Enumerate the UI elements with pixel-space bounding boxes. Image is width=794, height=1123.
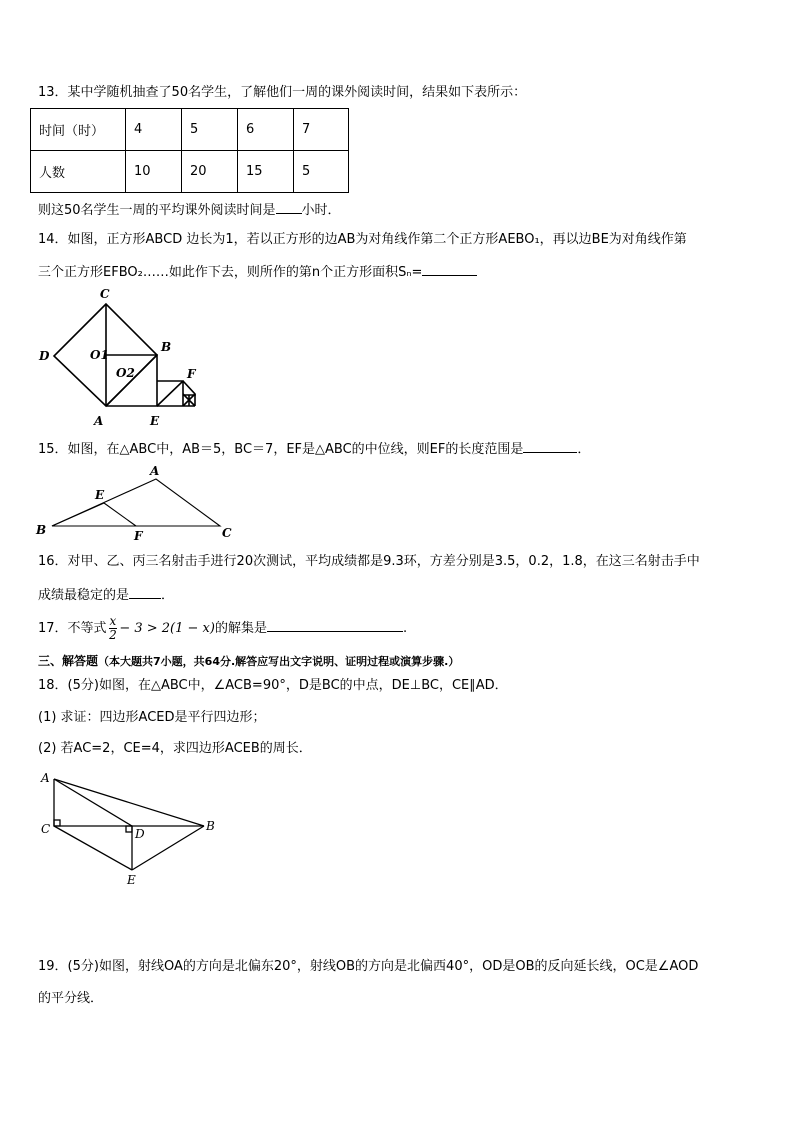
- reading-time-table: [30, 108, 349, 193]
- section-title: 三、解答题: [38, 654, 99, 668]
- table-cell: 7: [294, 109, 349, 151]
- table-header-time: 时间（时）: [31, 109, 126, 151]
- q18-quadrilateral-figure: [30, 766, 230, 888]
- table-cell: 5: [182, 109, 238, 151]
- q19-line2: 的平分线．: [38, 991, 104, 1006]
- q14-line2-prefix: 三个正方形EFBO₂……如此作下去，则所作的第n个正方形面积Sₙ=: [38, 265, 423, 280]
- label-f: F: [134, 529, 143, 543]
- fraction-denominator: 2: [109, 628, 117, 642]
- q19-line1: 19．(5分)如图，射线OA的方向是北偏东20°，射线OB的方向是北偏西40°，OD是OB的反向延长线，OC是∠AOD: [38, 959, 699, 974]
- answer-blank[interactable]: [523, 439, 577, 453]
- q13-stem: 13．某中学随机抽查了50名学生，了解他们一周的课外阅读时间，结果如下表所示：: [38, 85, 527, 100]
- q17-prefix: 17．不等式: [38, 621, 107, 636]
- q14-line1: 14．如图，正方形ABCD 边长为1，若以正方形的边AB为对角线作第二个正方形AEBO₁，再以边BE为对角线作第: [38, 232, 687, 247]
- q13-answer-line: [38, 200, 341, 220]
- table-header-count: 人数: [31, 151, 126, 193]
- q15-stem: [38, 439, 590, 459]
- label-d: D: [135, 827, 145, 841]
- q17-suffix: .: [402, 621, 408, 636]
- label-e: E: [150, 414, 160, 428]
- q16-line2-prefix: 成绩最稳定的是: [38, 588, 130, 603]
- table-cell: 4: [126, 109, 182, 151]
- label-o1: O1: [90, 348, 109, 362]
- label-b: B: [161, 340, 172, 354]
- q15-suffix: ．: [577, 442, 591, 457]
- answer-blank[interactable]: [276, 200, 302, 214]
- table-cell: 5: [294, 151, 349, 193]
- table-row: [31, 151, 349, 193]
- q14-squares-figure: [30, 285, 210, 430]
- label-e: E: [127, 873, 136, 887]
- q15-prefix: 15．如图，在△ABC中，AB＝5，BC＝7，EF是△ABC的中位线，则EF的长度范围是: [38, 442, 524, 457]
- label-f: F: [187, 367, 196, 381]
- label-b: B: [36, 523, 47, 537]
- label-d: D: [39, 349, 50, 363]
- q14-line2: [38, 262, 477, 282]
- label-a: A: [41, 771, 50, 785]
- q18-part1: (1) 求证：四边形ACED是平行四边形；: [38, 710, 266, 725]
- q15-triangle-figure: [30, 462, 240, 542]
- q16-line1: 16．对甲、乙、丙三名射击手进行20次测试，平均成绩都是9.3环，方差分别是3.5，0.2，1.8，在这三名射击手中: [38, 554, 700, 569]
- label-a: A: [150, 464, 160, 478]
- table-cell: 6: [238, 109, 294, 151]
- label-c: C: [222, 526, 232, 540]
- q17-inequality: − 3 > 2(1 − x): [119, 621, 215, 636]
- table-cell: 20: [182, 151, 238, 193]
- label-c: C: [41, 822, 51, 836]
- answer-blank[interactable]: [422, 262, 477, 276]
- q17-stem: [38, 614, 407, 644]
- q16-line2-suffix: ．: [161, 588, 175, 603]
- fraction-numerator: x: [109, 614, 117, 628]
- fraction: [109, 615, 118, 642]
- q13-after-suffix: 小时．: [301, 203, 341, 218]
- label-c: C: [100, 287, 110, 301]
- answer-blank[interactable]: [129, 585, 161, 599]
- section-heading: [38, 652, 459, 671]
- label-a: A: [94, 414, 104, 428]
- label-e: E: [95, 488, 105, 502]
- q18-stem: 18．(5分)如图，在△ABC中，∠ACB=90°，D是BC的中点，DE⊥BC，CE∥AD．: [38, 678, 508, 693]
- label-b: B: [206, 819, 215, 833]
- q13-after-prefix: 则这50名学生一周的平均课外阅读时间是: [38, 203, 276, 218]
- answer-blank[interactable]: [267, 618, 403, 632]
- q16-line2: [38, 585, 174, 605]
- label-o2: O2: [116, 366, 135, 380]
- table-row: [31, 109, 349, 151]
- table-cell: 10: [126, 151, 182, 193]
- section-note: （本大题共7小题，共64分.解答应写出文字说明、证明过程或演算步骤.）: [98, 655, 460, 668]
- table-cell: 15: [238, 151, 294, 193]
- q18-part2: (2) 若AC=2，CE=4，求四边形ACEB的周长．: [38, 741, 312, 756]
- q17-solution-label: 的解集是: [214, 621, 267, 636]
